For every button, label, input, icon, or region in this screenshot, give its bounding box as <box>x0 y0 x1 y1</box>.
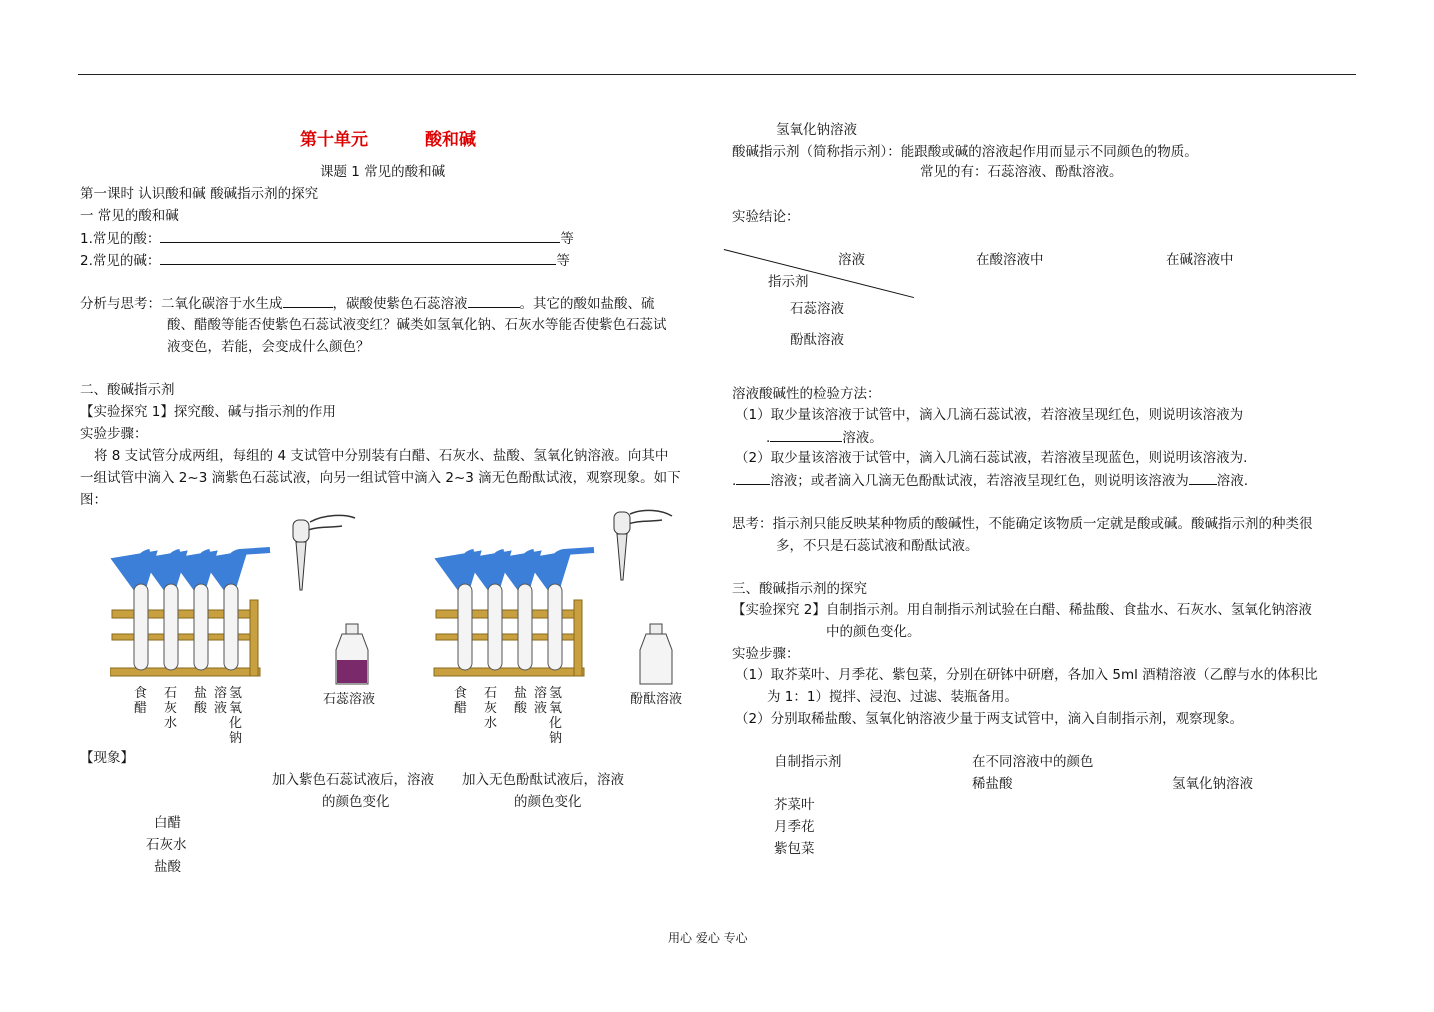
acids-blank[interactable] <box>160 228 560 243</box>
col-phenol-b: 的颜色变化 <box>514 794 582 810</box>
drop-arrow-icon <box>137 552 150 578</box>
think-line-b: 多，不只是石蕊试液和酚酞试液。 <box>776 538 979 554</box>
analysis-line1 <box>80 293 655 314</box>
exp2-line-a: 【实验探究 2】自制指示剂。用自制指示剂试验在白醋、稀盐酸、食盐水、石灰水、氢氧化钠溶液 <box>732 602 1312 618</box>
col-litmus-b: 的颜色变化 <box>322 794 390 810</box>
left-tube-group <box>110 515 368 684</box>
test2-blank-2[interactable] <box>1189 470 1217 485</box>
test2-text-b: 溶液；或者滴入几滴无色酚酞试液，若溶液呈现红色，则说明该溶液为 <box>770 473 1189 489</box>
label-hcl-right: 盐酸 <box>514 686 528 716</box>
footer: 用心 爱心 专心 <box>668 931 748 945</box>
t2-sub-acid: 稀盐酸 <box>972 776 1013 792</box>
label-solution-left: 溶液 <box>214 686 228 716</box>
step-line1: 将 8 支试管分成两组，每组的 4 支试管中分别装有白醋、石灰水、盐酸、氢氧化钠溶液。向其中 <box>94 448 669 464</box>
row-phenolphthalein: 酚酞溶液 <box>790 332 844 348</box>
rack-post <box>250 600 258 676</box>
analysis-blank-2[interactable] <box>468 293 520 308</box>
litmus-label: 石蕊溶液 <box>323 692 376 707</box>
drop-arrow-icon <box>197 552 210 578</box>
col-base: 在碱溶液中 <box>1166 252 1234 268</box>
hand-icon <box>310 515 355 522</box>
test-tube <box>548 584 562 670</box>
row-vinegar: 白醋 <box>154 815 181 831</box>
phenomenon-label: 【现象】 <box>80 750 134 766</box>
label-naoh-left: 氢氧化钠 <box>229 686 243 746</box>
col-phenol-a: 加入无色酚酞试液后，溶液 <box>462 772 624 788</box>
section3-heading: 三、酸碱指示剂的探究 <box>732 581 867 597</box>
test-tube <box>458 584 472 670</box>
acids-line <box>80 228 574 249</box>
dropper-bulb-icon <box>293 520 309 542</box>
row-hcl: 盐酸 <box>154 859 181 875</box>
dropper-bulb-icon <box>614 512 630 534</box>
analysis-line3: 液变色，若能，会变成什么颜色？ <box>167 339 370 355</box>
exp2-line-b: 中的颜色变化。 <box>826 624 921 640</box>
top-item: 氢氧化钠溶液 <box>776 122 857 138</box>
test-tube <box>224 584 238 670</box>
drop-arrow-icon <box>167 552 180 578</box>
steps2-label: 实验步骤： <box>732 646 800 662</box>
think-line-a: 思考：指示剂只能反映某种物质的酸碱性，不能确定该物质一定就是酸或碱。酸碱指示剂的种类很 <box>732 516 1313 532</box>
row-litmus: 石蕊溶液 <box>790 301 844 317</box>
test-tube <box>488 584 502 670</box>
phenolphthalein-label: 酚酞溶液 <box>630 692 683 707</box>
steps-label: 实验步骤： <box>80 426 148 442</box>
analysis-text-c: 。其它的酸如盐酸、硫 <box>519 296 655 312</box>
table-diagonal <box>724 249 914 298</box>
acids-label: 1.常见的酸： <box>80 231 161 247</box>
analysis-text-a: 分析与思考：二氧化碳溶于水生成 <box>80 296 283 312</box>
step-line3: 图： <box>80 492 107 508</box>
header-rule <box>78 74 1356 75</box>
col-litmus-a: 加入紫色石蕊试液后，溶液 <box>272 772 434 788</box>
label-hcl-left: 盐酸 <box>194 686 208 716</box>
label-vinegar-left: 食醋 <box>134 686 148 716</box>
bases-etc: 等 <box>556 253 570 269</box>
hand-icon <box>628 520 662 524</box>
right-tube-group <box>434 510 672 684</box>
label-naoh-right: 氢氧化钠 <box>549 686 563 746</box>
label-vinegar-right: 食醋 <box>454 686 468 716</box>
rack-base <box>110 668 260 676</box>
label-limewater-left: 石灰水 <box>164 686 178 731</box>
dropper-tube-icon <box>617 534 627 580</box>
bottle-neck-icon <box>650 624 662 634</box>
test-method-label: 溶液酸碱性的检验方法： <box>732 386 881 402</box>
t2-sub-base: 氢氧化钠溶液 <box>1172 776 1253 792</box>
unit-title: 第十单元 <box>300 130 368 150</box>
col-acid: 在酸溶液中 <box>976 252 1044 268</box>
drop-arrow-icon <box>461 552 474 578</box>
test2-line-b: . 溶液；或者滴入几滴无色酚酞试液，若溶液呈现红色，则说明该溶液为 溶液. <box>732 470 1248 491</box>
litmus-liquid <box>337 660 367 683</box>
conclusion-label: 实验结论： <box>732 209 800 225</box>
test2-line-a: （2）取少量该溶液于试管中，滴入几滴石蕊试液，若溶液呈现蓝色，则说明该溶液为. <box>735 450 1248 466</box>
row-limewater: 石灰水 <box>146 837 187 853</box>
label-solution-right: 溶液 <box>534 686 548 716</box>
test1-text-b: 溶液。 <box>842 430 883 446</box>
bases-blank[interactable] <box>160 250 556 265</box>
bottle-neck-icon <box>346 624 358 634</box>
acids-etc: 等 <box>560 231 574 247</box>
rack-base <box>434 668 584 676</box>
analysis-blank-1[interactable] <box>283 293 333 308</box>
exp1-title: 【实验探究 1】探究酸、碱与指示剂的作用 <box>80 404 336 420</box>
section1-heading: 一 常见的酸和碱 <box>80 208 179 224</box>
drop-arrow-icon <box>521 552 534 578</box>
t2-col-indicator: 自制指示剂 <box>774 754 842 770</box>
analysis-line2: 酸、醋酸等能否使紫色石蕊试液变红？碱类如氢氧化钠、石灰水等能否使紫色石蕊试 <box>167 317 667 333</box>
test2-text-c: 溶液. <box>1216 473 1249 489</box>
bases-line <box>80 250 570 271</box>
col-solution: 溶液 <box>838 252 865 268</box>
row-indicator-header: 指示剂 <box>768 274 809 290</box>
drop-arrow-icon <box>227 550 270 578</box>
label-limewater-right: 石灰水 <box>484 686 498 731</box>
hand-icon <box>630 510 672 516</box>
test1-line-a: （1）取少量该溶液于试管中，滴入几滴石蕊试液，若溶液呈现红色，则说明该溶液为 <box>735 407 1244 423</box>
period-line: 第一课时 认识酸和碱 酸碱指示剂的探究 <box>80 186 319 202</box>
drop-arrow-icon <box>491 552 504 578</box>
step1-line-b: 为 1：1）搅拌、浸泡、过滤、装瓶备用。 <box>767 689 1018 705</box>
lesson-title: 课题 1 常见的酸和碱 <box>320 164 446 180</box>
unit-subject: 酸和碱 <box>425 130 476 150</box>
section2-heading: 二、酸碱指示剂 <box>80 382 175 398</box>
t2-row-rose: 月季花 <box>774 819 815 835</box>
t2-col-colors: 在不同溶液中的颜色 <box>972 754 1094 770</box>
t2-row-cabbage: 紫包菜 <box>774 841 815 857</box>
test-tube <box>194 584 208 670</box>
step-line2: 一组试管中滴入 2~3 滴紫色石蕊试液，向另一组试管中滴入 2~3 滴无色酚酞试液，观察现象。如下 <box>80 470 681 486</box>
bases-label: 2.常见的碱： <box>80 253 161 269</box>
analysis-text-b: ，碳酸使紫色石蕊溶液 <box>332 296 468 312</box>
test1-blank[interactable] <box>770 427 842 442</box>
definition-line1: 酸碱指示剂（简称指示剂）：能跟酸或碱的溶液起作用而显示不同颜色的物质。 <box>732 144 1198 160</box>
test-tube <box>518 584 532 670</box>
test-tube <box>134 584 148 670</box>
test2-blank-1[interactable] <box>736 470 770 485</box>
step1-line-a: （1）取芥菜叶、月季花、紫包菜，分别在研钵中研磨，各加入 5ml 酒精溶液（乙醇与水的体积比 <box>735 667 1318 683</box>
test1-line-b: . 溶液。 <box>766 427 883 448</box>
test-tube <box>164 584 178 670</box>
drop-arrow-icon <box>551 550 594 578</box>
phenolphthalein-bottle-icon <box>640 634 672 684</box>
definition-line2: 常见的有：石蕊溶液、酚酞溶液。 <box>920 164 1123 180</box>
rack-post <box>574 600 582 676</box>
step2-line: （2）分别取稀盐酸、氢氧化钠溶液少量于两支试管中，滴入自制指示剂，观察现象。 <box>735 711 1244 727</box>
hand-icon <box>308 526 342 530</box>
t2-row-mustard: 芥菜叶 <box>774 797 815 813</box>
dropper-tube-icon <box>296 542 306 590</box>
